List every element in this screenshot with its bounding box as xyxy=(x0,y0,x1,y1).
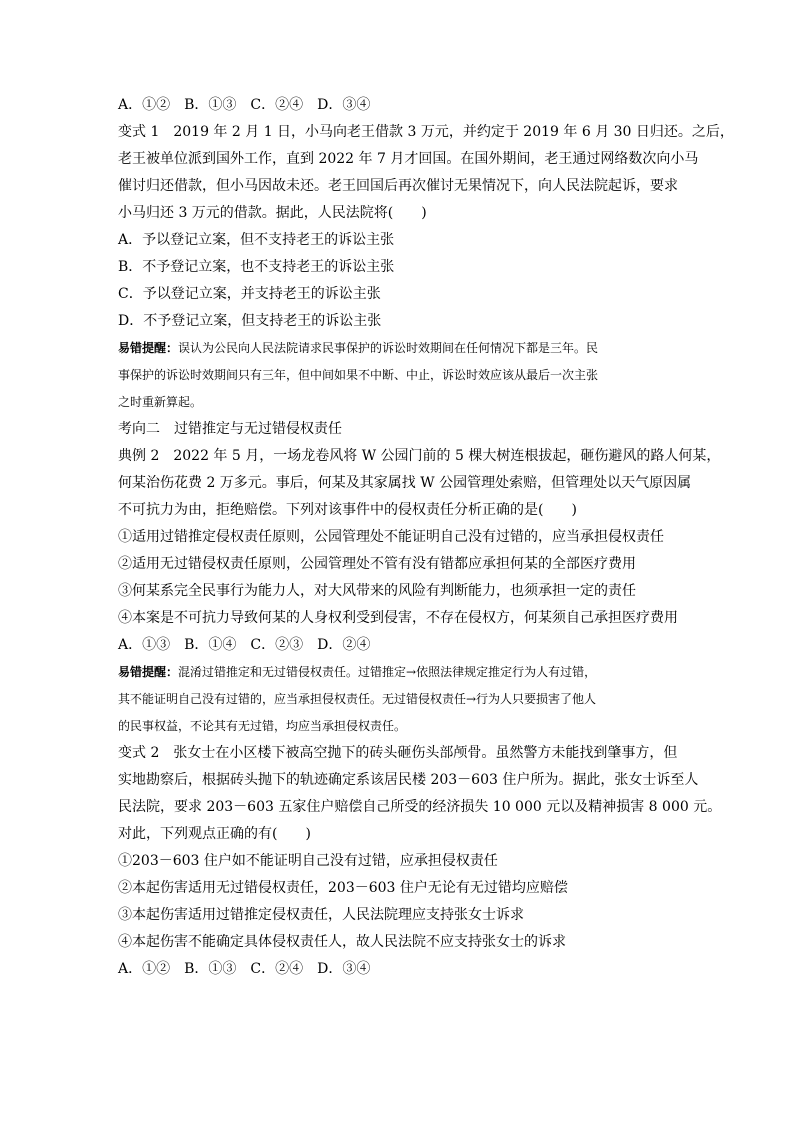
variant-2-line: 实地勘察后，根据砖头抛下的轨迹确定系该居民楼 203－603 住户所为。据此，张女士诉至人 xyxy=(118,772,699,788)
answer-options-3: A．①② B．①③ C．②④ D．③④ xyxy=(118,961,371,977)
document-page xyxy=(118,92,734,983)
tip-text: 混淆过错推定和无过错侵权责任。过错推定→依照法律规定推定行为人有过错， xyxy=(178,665,597,679)
section-heading: 考向二 过错推定与无过错侵权责任 xyxy=(118,421,342,437)
error-tip-2-line: 的民事权益，不论其有无过错，均应当承担侵权责任。 xyxy=(118,719,407,733)
error-tip-1-line: 之时重新算起。 xyxy=(118,395,203,409)
statement-1: ①适用过错推定侵权责任原则，公园管理处不能证明自己没有过错的，应当承担侵权责任 xyxy=(118,529,664,545)
variant-2-line: 变式 2 张女士在小区楼下被高空抛下的砖头砸伤头部颅骨。虽然警方未能找到肇事方，但 xyxy=(118,745,678,761)
choice-b: B．不予登记立案，也不支持老王的诉讼主张 xyxy=(118,259,395,275)
variant-statement-4: ④本起伤害不能确定具体侵权责任人，故人民法院不应支持张女士的诉求 xyxy=(118,934,566,950)
variant-statement-1: ①203－603 住户如不能证明自己没有过错，应承担侵权责任 xyxy=(118,853,498,869)
statement-4: ④本案是不可抗力导致何某的人身权利受到侵害，不存在侵权方，何某须自己承担医疗费用 xyxy=(118,610,678,626)
error-tip-1-line: 事保护的诉讼时效期间只有三年，但中间如果不中断、中止，诉讼时效应该从最后一次主张 xyxy=(118,368,599,382)
variant-1-line: 小马归还 3 万元的借款。据此，人民法院将( ) xyxy=(118,205,427,221)
answer-options-2: A．①③ B．①④ C．②③ D．②④ xyxy=(118,637,371,653)
error-tip-2-line: 其不能证明自己没有过错的，应当承担侵权责任。无过错侵权责任→行为人只要损害了他人 xyxy=(118,692,597,706)
example-2-line: 典例 2 2022 年 5 月，一场龙卷风将 W 公园门前的 5 棵大树连根拔起，砸伤避风的路人何某， xyxy=(118,448,721,464)
variant-1-line: 催讨归还借款，但小马因故未还。老王回国后再次催讨无果情况下，向人民法院起诉，要求 xyxy=(118,178,678,194)
variant-2-line: 民法院，要求 203－603 五家住户赔偿自己所受的经济损失 10 000 元以及精神损害 8 000 元。 xyxy=(118,799,722,815)
tip-label: 易错提醒： xyxy=(118,665,179,679)
error-tip-2 xyxy=(118,659,678,686)
tip-label: 易错提醒： xyxy=(118,341,179,355)
choice-d: D．不予登记立案，但支持老王的诉讼主张 xyxy=(118,313,382,329)
variant-2-line: 对此，下列观点正确的有( ) xyxy=(118,826,311,842)
statement-2: ②适用无过错侵权责任原则，公园管理处不管有没有错都应承担何某的全部医疗费用 xyxy=(118,556,636,572)
choice-a: A．予以登记立案，但不支持老王的诉讼主张 xyxy=(118,232,395,248)
choice-c: C．予以登记立案，并支持老王的诉讼主张 xyxy=(118,286,381,302)
variant-1-line: 老王被单位派到国外工作，直到 2022 年 7 月才回国。在国外期间，老王通过网络数次向小马 xyxy=(118,151,699,167)
variant-statement-3: ③本起伤害适用过错推定侵权责任，人民法院理应支持张女士诉求 xyxy=(118,907,524,923)
tip-text: 误认为公民向人民法院请求民事保护的诉讼时效期间在任何情况下都是三年。民 xyxy=(178,341,599,355)
error-tip-1 xyxy=(118,335,678,362)
answer-options-1: A．①② B．①③ C．②④ D．③④ xyxy=(118,97,371,113)
example-2-line: 何某治伤花费 2 万多元。事后，何某及其家属找 W 公园管理处索赔，但管理处以天气原因属 xyxy=(118,475,692,491)
statement-3: ③何某系完全民事行为能力人，对大风带来的风险有判断能力，也须承担一定的责任 xyxy=(118,583,636,599)
example-2-line: 不可抗力为由，拒绝赔偿。下列对该事件中的侵权责任分析正确的是( ) xyxy=(118,502,577,518)
variant-statement-2: ②本起伤害适用无过错侵权责任，203－603 住户无论有无过错均应赔偿 xyxy=(118,880,568,896)
variant-1-line: 变式 1 2019 年 2 月 1 日，小马向老王借款 3 万元，并约定于 2019 年 6 月 30 日归还。之后， xyxy=(118,124,734,140)
